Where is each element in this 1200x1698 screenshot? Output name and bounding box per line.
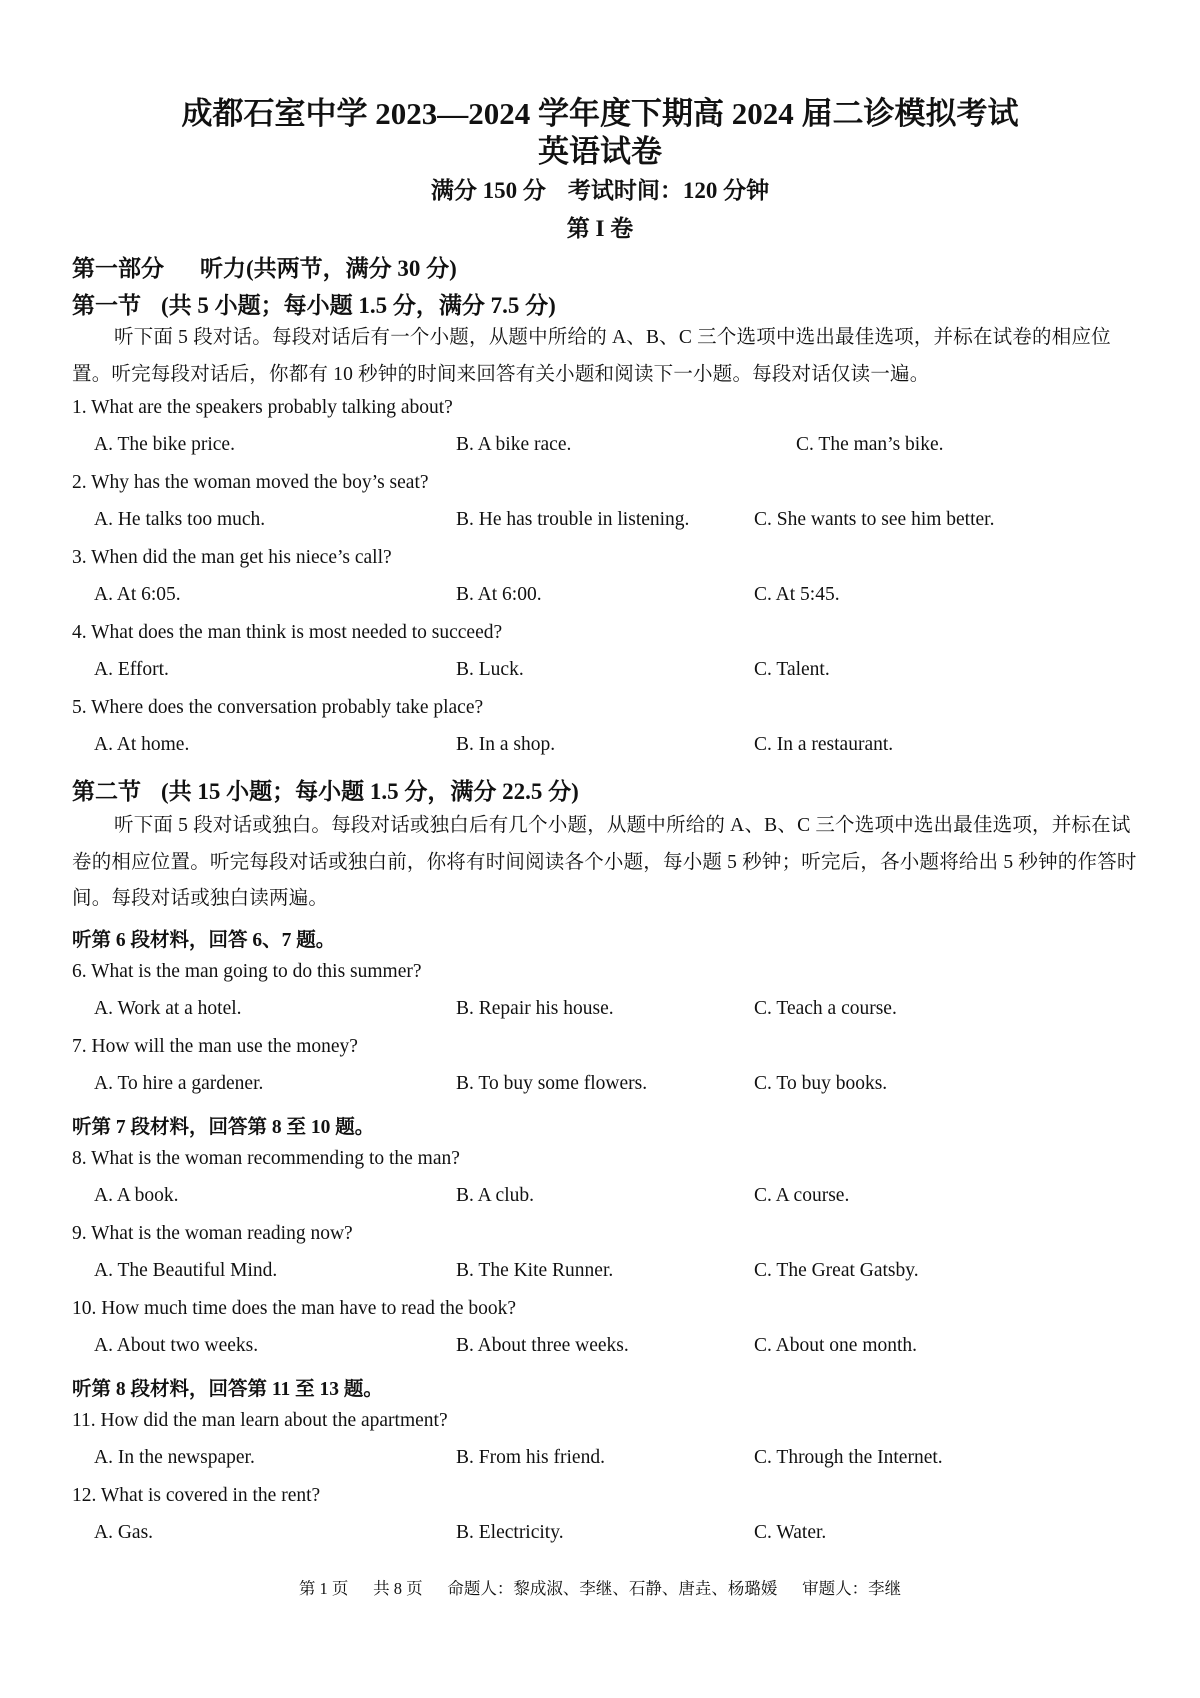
full-score: 满分 150 分: [430, 178, 546, 203]
part1-title: 听力(共两节，满分 30 分): [200, 256, 457, 281]
question-stem: 12. What is covered in the rent?: [72, 1485, 321, 1506]
option-b: B. A bike race.: [456, 434, 572, 455]
part1-heading: [72, 250, 457, 283]
option-a: A. He talks too much.: [94, 509, 266, 530]
page-total: 共 8 页: [373, 1579, 423, 1598]
option-b: B. About three weeks.: [456, 1335, 629, 1356]
option-b: B. From his friend.: [456, 1447, 605, 1468]
option-c: C. The man’s bike.: [796, 434, 944, 455]
page-footer: [0, 1575, 1200, 1599]
question-stem: 5. Where does the conversation probably take place?: [72, 697, 484, 718]
material-heading: 听第 7 段材料，回答第 8 至 10 题。: [72, 1117, 375, 1138]
exam-meta: [0, 172, 1200, 205]
section2-label: 第二节: [72, 779, 141, 804]
option-a: A. Effort.: [94, 659, 169, 680]
reviewer: 审题人：李继: [802, 1579, 902, 1598]
option-c: C. At 5:45.: [754, 584, 840, 605]
question-stem: 4. What does the man think is most needed to succeed?: [72, 622, 503, 643]
option-c: C. Talent.: [754, 659, 830, 680]
option-b: B. To buy some flowers.: [456, 1073, 648, 1094]
question-stem: 2. Why has the woman moved the boy’s seat?: [72, 472, 429, 493]
option-c: C. Through the Internet.: [754, 1447, 943, 1468]
section2-title: (共 15 小题；每小题 1.5 分，满分 22.5 分): [161, 779, 579, 804]
option-c: C. She wants to see him better.: [754, 509, 995, 530]
question-stem: 7. How will the man use the money?: [72, 1036, 358, 1057]
page-number: 第 1 页: [298, 1579, 349, 1598]
question-stem: 1. What are the speakers probably talking about?: [72, 397, 453, 418]
exam-time: 考试时间：120 分钟: [567, 178, 770, 203]
option-b: B. Repair his house.: [456, 998, 614, 1019]
option-a: A. The bike price.: [94, 434, 235, 455]
option-c: C. Teach a course.: [754, 998, 897, 1019]
option-c: C. A course.: [754, 1185, 850, 1206]
option-c: C. Water.: [754, 1522, 827, 1543]
option-a: A. Gas.: [94, 1522, 154, 1543]
section1-title: (共 5 小题；每小题 1.5 分，满分 7.5 分): [161, 293, 556, 318]
question-stem: 8. What is the woman recommending to the man?: [72, 1148, 460, 1169]
option-c: C. About one month.: [754, 1335, 918, 1356]
option-a: A. Work at a hotel.: [94, 998, 242, 1019]
option-b: B. The Kite Runner.: [456, 1260, 614, 1281]
option-b: B. In a shop.: [456, 734, 556, 755]
section2-heading: [72, 773, 579, 806]
section1-instructions: 听下面 5 段对话。每段对话后有一个小题，从题中所给的 A、B、C 三个选项中选出最佳选项，并标在试卷的相应位置。听完每段对话后，你都有 10 秒钟的时间来回答有关小题和阅读下一小题。每段对话仅读一遍。: [72, 327, 1111, 385]
question-stem: 10. How much time does the man have to read the book?: [72, 1298, 517, 1319]
material-heading: 听第 8 段材料，回答第 11 至 13 题。: [72, 1379, 383, 1400]
option-a: A. The Beautiful Mind.: [94, 1260, 278, 1281]
option-a: A. At home.: [94, 734, 190, 755]
part1-label: 第一部分: [72, 256, 164, 281]
option-b: B. A club.: [456, 1185, 535, 1206]
option-a: A. To hire a gardener.: [94, 1073, 264, 1094]
exam-title: 成都石室中学 2023—2024 学年度下期高 2024 届二诊模拟考试: [181, 96, 1019, 131]
exam-subject: 英语试卷: [538, 134, 662, 169]
authors: 命题人：黎成淑、李继、石静、唐垚、杨璐媛: [447, 1579, 778, 1598]
option-b: B. Electricity.: [456, 1522, 564, 1543]
material-heading: 听第 6 段材料，回答 6、7 题。: [72, 930, 336, 951]
option-c: C. The Great Gatsby.: [754, 1260, 919, 1281]
section1-heading: [72, 287, 556, 320]
section1-label: 第一节: [72, 293, 141, 318]
option-b: B. Luck.: [456, 659, 524, 680]
option-b: B. He has trouble in listening.: [456, 509, 690, 530]
option-c: C. In a restaurant.: [754, 734, 894, 755]
question-stem: 9. What is the woman reading now?: [72, 1223, 353, 1244]
question-stem: 3. When did the man get his niece’s call?: [72, 547, 392, 568]
option-a: A. About two weeks.: [94, 1335, 259, 1356]
option-b: B. At 6:00.: [456, 584, 542, 605]
question-stem: 11. How did the man learn about the apartment?: [72, 1410, 448, 1431]
option-a: A. A book.: [94, 1185, 179, 1206]
option-a: A. In the newspaper.: [94, 1447, 255, 1468]
question-stem: 6. What is the man going to do this summer?: [72, 961, 422, 982]
section2-instructions: 听下面 5 段对话或独白。每段对话或独白后有几个小题，从题中所给的 A、B、C 三个选项中选出最佳选项，并标在试卷的相应位置。听完每段对话或独白前，你将有时间阅读各个小题，每小题 5 秒钟；听完后，各小题将给出 5 秒钟的作答时间。每段对话或独白读两遍。: [72, 815, 1137, 909]
volume-label: 第 I 卷: [566, 216, 634, 241]
option-c: C. To buy books.: [754, 1073, 888, 1094]
option-a: A. At 6:05.: [94, 584, 181, 605]
